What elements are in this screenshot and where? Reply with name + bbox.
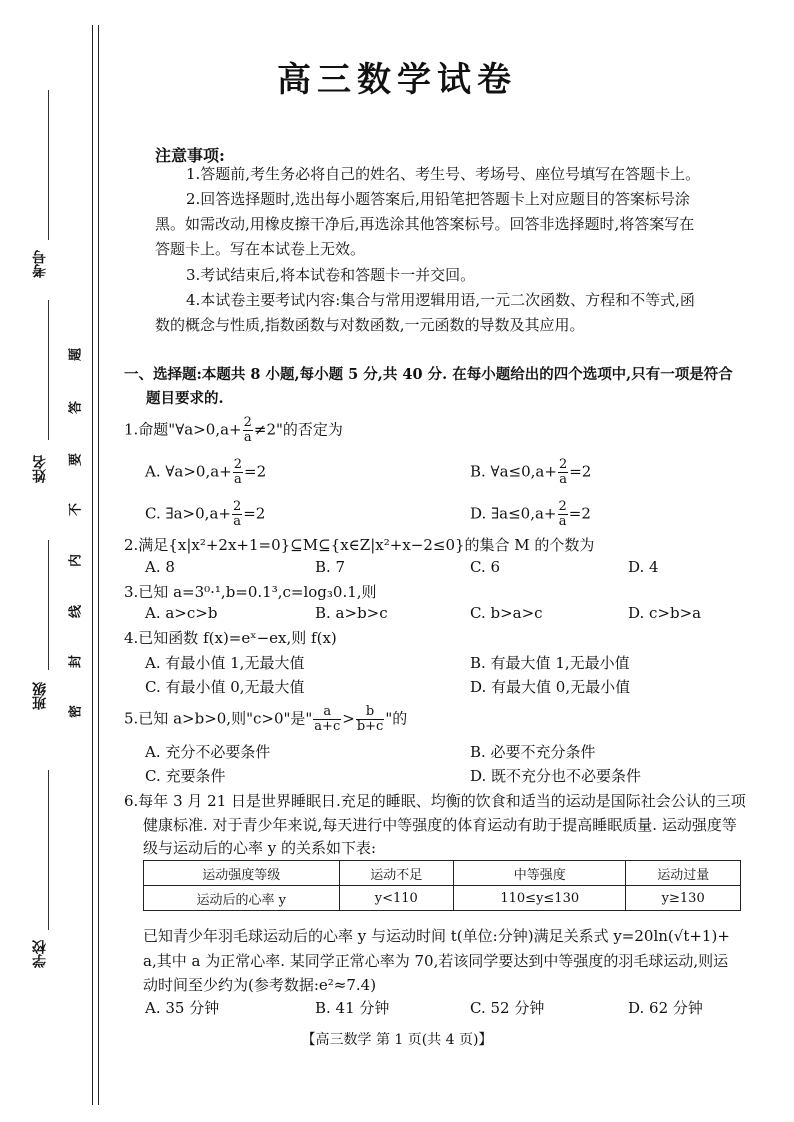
q1-option-b: B. ∀a≤0,a+ $\frac{2}{a}$ =2	[470, 457, 592, 487]
name-label: 姓名	[32, 455, 48, 483]
school-label: 学校	[32, 940, 48, 968]
q4-option-a: A. 有最小值 1,无最大值	[145, 654, 305, 672]
q3-option-c: C. b>a>c	[470, 604, 543, 622]
page-title: 高三数学试卷	[277, 60, 517, 100]
q6-option-c: C. 52 分钟	[470, 999, 545, 1017]
q5-option-d: D. 既不充分也不必要条件	[470, 767, 642, 785]
table-header-row	[144, 861, 741, 886]
q6-option-d: D. 62 分钟	[628, 999, 703, 1017]
seal-char-5: 内	[68, 554, 84, 568]
q3-option-b: B. a>b>c	[315, 604, 388, 622]
notice-line: 2.回答选择题时,选出每小题答案后,用铅笔把答题卡上对应题目的答案标号涂	[186, 190, 690, 208]
notice-line: 4.本试卷主要考试内容:集合与常用逻辑用语,一元二次函数、方程和不等式,函	[186, 291, 695, 309]
seal-char-1: 题	[68, 348, 84, 362]
q1-option-a: A. ∀a>0,a+ $\frac{2}{a}$ =2	[145, 457, 267, 487]
table-cell: 运动过量	[626, 861, 741, 886]
question-3-stem: 3.已知 a=3⁰·¹,b=0.1³,c=log₃0.1,则	[124, 583, 377, 601]
heart-rate-table	[143, 860, 741, 911]
seal-char-8: 密	[68, 705, 84, 719]
table-cell: 运动不足	[339, 861, 454, 886]
q3-option-a: A. a>c>b	[145, 604, 218, 622]
notice-heading: 注意事项:	[155, 146, 225, 165]
exam-number-line	[48, 90, 49, 240]
question-1-stem: 1.命题"∀a>0,a+ $\frac{2}{a}$ ≠2"的否定为	[124, 415, 343, 445]
name-line	[48, 300, 49, 440]
table-cell: 运动后的心率 y	[144, 886, 340, 911]
q1-option-c: C. ∃a>0,a+ $\frac{2}{a}$ =2	[145, 499, 266, 529]
seal-char-3: 要	[68, 453, 84, 467]
q3-option-d: D. c>b>a	[628, 604, 702, 622]
question-6-after: 已知青少年羽毛球运动后的心率 y 与运动时间 t(单位:分钟)满足关系式 y=20ln(√t+1)+	[143, 927, 730, 945]
question-2-stem: 2.满足{x|x²+2x+1=0}⊆M⊆{x∈Z|x²+x−2≤0}的集合 M 的个数为	[124, 536, 595, 554]
table-cell: y<110	[339, 886, 454, 911]
notice-line: 3.考试结束后,将本试卷和答题卡一并交回。	[186, 266, 476, 284]
seal-char-6: 线	[68, 605, 84, 619]
notice-line: 答题卡上。写在本试卷上无效。	[155, 240, 366, 258]
section-heading: 一、选择题:本题共 8 小题,每小题 5 分,共 40 分. 在每小题给出的四个选项中,只有一项是符合	[124, 366, 733, 383]
q6-option-a: A. 35 分钟	[145, 999, 220, 1017]
notice-line: 黑。如需改动,用橡皮擦干净后,再选涂其他答案标号。回答非选择题时,将答案写在	[155, 215, 695, 233]
seal-char-4: 不	[68, 503, 84, 517]
q6-option-b: B. 41 分钟	[315, 999, 390, 1017]
q1-option-d: D. ∃a≤0,a+ $\frac{2}{a}$ =2	[470, 499, 591, 529]
q4-option-c: C. 有最小值 0,无最大值	[145, 678, 305, 696]
q5-option-c: C. 充要条件	[145, 767, 226, 785]
question-6-line: 6.每年 3 月 21 日是世界睡眠日.充足的睡眠、均衡的饮食和适当的运动是国际社会公认的三项	[124, 792, 746, 810]
school-line	[48, 770, 49, 930]
question-6-line: 级与运动后的心率 y 的关系如下表:	[143, 839, 377, 857]
binding-line-inner	[98, 25, 99, 1105]
q2-option-a: A. 8	[145, 558, 175, 576]
question-4-stem: 4.已知函数 f(x)=eˣ−ex,则 f(x)	[124, 629, 337, 647]
q5-option-a: A. 充分不必要条件	[145, 743, 271, 761]
question-5-stem: 5.已知 a>b>0,则"c>0"是" $\frac{a}{a+c}$ > $\frac{b}{b+c}$ "的	[124, 704, 408, 734]
class-label: 班级	[32, 682, 48, 710]
page-footer: 【高三数学 第 1 页(共 4 页)】	[301, 1032, 493, 1048]
section-heading-cont: 题目要求的.	[146, 390, 224, 407]
q2-option-c: C. 6	[470, 558, 501, 576]
seal-char-7: 封	[68, 655, 84, 669]
q2-option-b: B. 7	[315, 558, 346, 576]
table-cell: 中等强度	[454, 861, 626, 886]
class-line	[48, 540, 49, 670]
question-6-after: a,其中 a 为正常心率. 某同学正常心率为 70,若该同学要达到中等强度的羽毛球运动,则运	[143, 952, 729, 970]
q2-option-d: D. 4	[628, 558, 659, 576]
table-cell: 110≤y≤130	[454, 886, 626, 911]
q5-option-b: B. 必要不充分条件	[470, 743, 596, 761]
table-cell: y≥130	[626, 886, 741, 911]
question-6-after: 动时间至少约为(参考数据:e²≈7.4)	[143, 976, 377, 994]
q4-option-d: D. 有最大值 0,无最小值	[470, 678, 631, 696]
question-6-line: 健康标准. 对于青少年来说,每天进行中等强度的体育运动有助于提高睡眠质量. 运动强度等	[143, 816, 737, 834]
notice-line: 1.答题前,考生务必将自己的姓名、考生号、考场号、座位号填写在答题卡上。	[186, 165, 701, 183]
q4-option-b: B. 有最大值 1,无最小值	[470, 654, 630, 672]
notice-line: 数的概念与性质,指数函数与对数函数,一元函数的导数及其应用。	[155, 316, 585, 334]
table-cell: 运动强度等级	[144, 861, 340, 886]
exam-number-label: 考号	[32, 250, 48, 278]
table-row	[144, 886, 741, 911]
binding-line-outer	[92, 25, 93, 1105]
seal-char-2: 答	[68, 401, 84, 415]
